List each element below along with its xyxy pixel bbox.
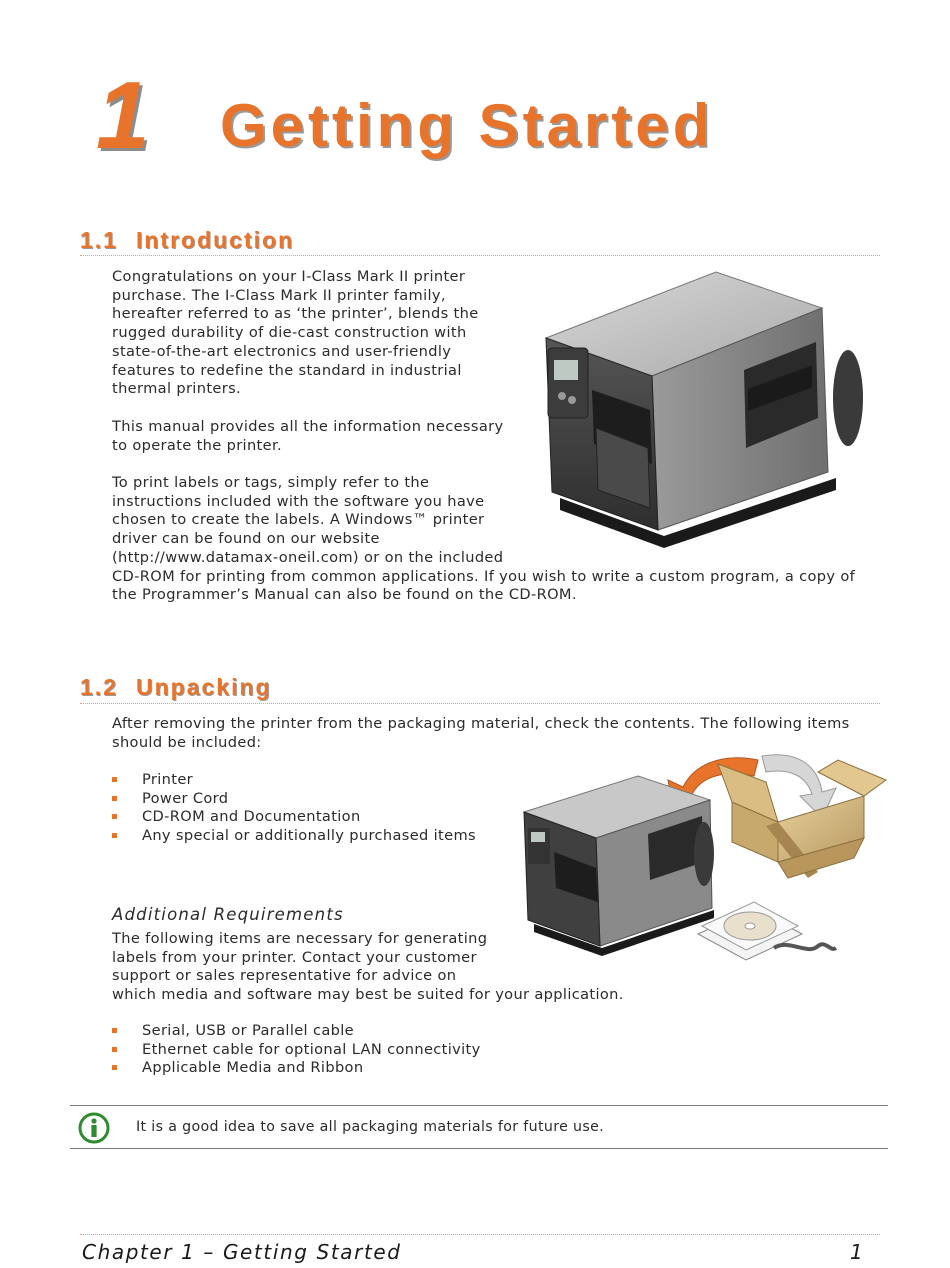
section-divider xyxy=(80,255,880,256)
section-title: Introduction xyxy=(135,227,295,253)
footer-divider xyxy=(80,1234,880,1235)
intro-paragraph-2 xyxy=(112,418,503,455)
additional-requirements-heading: Additional Requirements xyxy=(112,905,344,924)
intro-paragraph-1 xyxy=(112,268,479,399)
list-item xyxy=(112,827,476,846)
list-item xyxy=(112,771,476,790)
text-line: should be included: xyxy=(112,733,262,751)
text-line: The following items are necessary for generating xyxy=(112,930,488,947)
list-item-text: Serial, USB or Parallel cable xyxy=(142,1022,354,1039)
bullet-icon xyxy=(112,777,117,782)
list-item-text: Applicable Media and Ribbon xyxy=(142,1059,364,1077)
text-line: To print labels or tags, simply refer to the xyxy=(112,474,430,491)
page-number: 1 xyxy=(850,1240,863,1264)
text-line: After removing the printer from the packaging material, check the contents. The following items xyxy=(112,715,850,732)
text-line: chosen to create the labels. A Windows™ printer xyxy=(112,511,485,529)
section-divider xyxy=(80,703,880,704)
list-item xyxy=(112,1041,481,1060)
bullet-icon xyxy=(112,833,117,838)
list-item-text: CD-ROM and Documentation xyxy=(142,808,361,826)
chapter-number: 1 xyxy=(96,62,146,169)
text-line: thermal printers. xyxy=(112,380,242,398)
info-icon xyxy=(78,1112,110,1144)
text-line: driver can be found on our website xyxy=(112,530,380,548)
list-item-text: Power Cord xyxy=(142,789,229,807)
text-line: Congratulations on your I-Class Mark II printer xyxy=(112,268,466,285)
requirements-list xyxy=(112,1022,481,1078)
text-line: (http://www.datamax-oneil.com) or on the included xyxy=(112,548,504,566)
text-line: to operate the printer. xyxy=(112,436,282,454)
list-item xyxy=(112,1059,481,1078)
list-item-text: Printer xyxy=(142,771,193,788)
text-line: purchase. The I-Class Mark II printer family, xyxy=(112,286,446,304)
chapter-title: Getting Started xyxy=(220,92,714,159)
text-line: support or sales representative for advice on xyxy=(112,967,457,985)
note-text: It is a good idea to save all packaging materials for future use. xyxy=(136,1119,605,1135)
bullet-icon xyxy=(112,814,117,819)
list-item xyxy=(112,790,476,809)
list-item xyxy=(112,1022,481,1041)
footer-chapter-title: Chapter 1 – Getting Started xyxy=(82,1240,402,1264)
section-number: 1.1 xyxy=(80,227,118,253)
text-line: This manual provides all the information necessary xyxy=(112,418,504,435)
contents-list xyxy=(112,771,476,845)
printer-illustration xyxy=(536,268,868,550)
text-line: state-of-the-art electronics and user-friendly xyxy=(112,342,452,360)
bullet-icon xyxy=(112,796,117,801)
text-line: which media and software may best be suited for your application. xyxy=(112,986,624,1004)
text-line: CD-ROM for printing from common applications. If you wish to write a custom program, a copy of xyxy=(112,567,856,585)
note-box xyxy=(70,1105,888,1149)
text-line: instructions included with the software you have xyxy=(112,492,485,510)
text-line: hereafter referred to as ‘the printer’, blends the xyxy=(112,305,479,323)
section-heading-unpacking xyxy=(80,676,272,699)
requirements-paragraph xyxy=(112,930,624,1005)
section-heading-introduction xyxy=(80,229,294,252)
section-number: 1.2 xyxy=(80,674,118,700)
section-title: Unpacking xyxy=(135,674,272,700)
text-line: the Programmer’s Manual can also be found on the CD-ROM. xyxy=(112,586,577,604)
bullet-icon xyxy=(112,1065,117,1070)
list-item-text: Any special or additionally purchased items xyxy=(142,826,476,844)
list-item-text: Ethernet cable for optional LAN connectivity xyxy=(142,1040,481,1058)
bullet-icon xyxy=(112,1047,117,1052)
text-line: labels from your printer. Contact your customer xyxy=(112,948,477,966)
text-line: features to redefine the standard in industrial xyxy=(112,361,462,379)
text-line: rugged durability of die-cast construction with xyxy=(112,324,467,342)
bullet-icon xyxy=(112,1028,117,1033)
list-item xyxy=(112,808,476,827)
